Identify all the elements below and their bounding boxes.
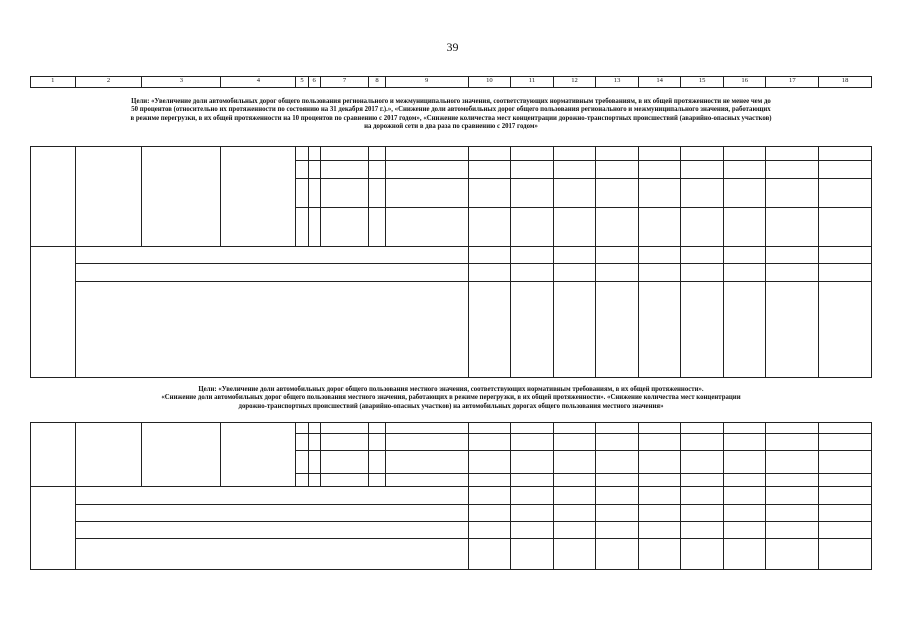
funding-value [681, 147, 724, 161]
funding-value [681, 179, 724, 208]
header-col-number: 8 [369, 77, 385, 88]
goal-line: в режиме перегрузки, в их общей протяженности на 10 процентов по сравнению с 2017 годом», «Снижение количества мест концентрации дорожно-транспортных происшествий (аварийно-опасных участков) [130, 114, 772, 122]
funding-value [468, 474, 511, 487]
goal-1-text [30, 98, 872, 132]
funding-value [819, 179, 872, 208]
funding-value [596, 434, 639, 451]
indicator-value [511, 247, 554, 264]
header-row [31, 77, 872, 88]
header-col-number: 4 [221, 77, 296, 88]
header-col-number: 1 [31, 77, 76, 88]
code-vr [369, 161, 385, 179]
indicator-value [723, 487, 766, 505]
code-vr [369, 451, 385, 474]
indicator-value [766, 282, 819, 378]
funding-source [385, 147, 468, 161]
indicator-value [553, 487, 596, 505]
funding-value [723, 147, 766, 161]
funding-source [385, 161, 468, 179]
code-grbs [296, 423, 308, 434]
funding-value [553, 208, 596, 247]
header-col-number: 16 [723, 77, 766, 88]
code-grbs [296, 434, 308, 451]
measure-description [75, 423, 142, 487]
goal-line: 50 процентов (относительно их протяженности по состоянию на 31 декабря 2017 г.).», «Снижение доли автомобильных дорог общего пользования регионального и межмуниципального значения, работающих [131, 106, 771, 114]
header-col-number: 7 [320, 77, 369, 88]
indicator-value [819, 264, 872, 282]
indicator-value [681, 505, 724, 522]
code-vr [369, 179, 385, 208]
header-col-number: 17 [766, 77, 819, 88]
indicator-value [766, 539, 819, 570]
indicator-value [638, 487, 681, 505]
funding-value [511, 474, 554, 487]
indicator-value [766, 264, 819, 282]
indicator-value [511, 522, 554, 539]
funding-value [596, 161, 639, 179]
code-grbs [296, 451, 308, 474]
funding-source [385, 434, 468, 451]
goal-line: на дорожной сети в два раза по сравнению с 2017 годом» [364, 123, 538, 131]
indicator-text [75, 487, 468, 505]
indicator-value [596, 282, 639, 378]
funding-value [468, 161, 511, 179]
indicator-value [553, 264, 596, 282]
indicator-value [468, 247, 511, 264]
code-target [320, 161, 369, 179]
code-vr [369, 423, 385, 434]
indicator-row [31, 487, 872, 505]
indicator-value [681, 282, 724, 378]
code-target [320, 179, 369, 208]
funding-value [511, 161, 554, 179]
funding-value [723, 179, 766, 208]
indicator-row [31, 539, 872, 570]
indicator-value [468, 505, 511, 522]
funding-value [553, 161, 596, 179]
responsible-executor [221, 423, 296, 487]
goal-line: Цели: «Увеличение доли автомобильных дорог общего пользования местного значения, соответствующих нормативным требованиям, в их общей протяженности». [198, 386, 704, 393]
funding-value [596, 208, 639, 247]
measure-name [31, 147, 76, 247]
indicator-text [75, 264, 468, 282]
measure-task [142, 423, 221, 487]
funding-value [681, 474, 724, 487]
code-grbs [296, 474, 308, 487]
indicator-value [819, 487, 872, 505]
indicator-value [638, 247, 681, 264]
header-col-number: 6 [308, 77, 320, 88]
code-target [320, 474, 369, 487]
indicator-value [596, 505, 639, 522]
indicator-value [819, 505, 872, 522]
code-section [308, 451, 320, 474]
funding-value [766, 451, 819, 474]
indicator-value [468, 522, 511, 539]
funding-value [819, 434, 872, 451]
funding-value [723, 451, 766, 474]
indicator-row [31, 247, 872, 264]
indicator-value [681, 247, 724, 264]
indicator-row [31, 264, 872, 282]
indicator-value [553, 539, 596, 570]
funding-value [723, 434, 766, 451]
funding-source [385, 474, 468, 487]
funding-value [819, 423, 872, 434]
funding-value [638, 147, 681, 161]
funding-value [511, 434, 554, 451]
code-vr [369, 434, 385, 451]
code-section [308, 208, 320, 247]
funding-value [553, 423, 596, 434]
indicator-value [681, 487, 724, 505]
code-target [320, 434, 369, 451]
indicator-value [511, 487, 554, 505]
indicators-label [31, 487, 76, 570]
header-col-number: 11 [511, 77, 554, 88]
funding-value [553, 474, 596, 487]
funding-value [596, 147, 639, 161]
header-col-number: 9 [385, 77, 468, 88]
funding-source [385, 423, 468, 434]
funding-value [819, 474, 872, 487]
funding-value [681, 451, 724, 474]
indicator-value [819, 282, 872, 378]
funding-value [638, 161, 681, 179]
responsible-executor [221, 147, 296, 247]
measure-4-table [30, 146, 872, 378]
indicator-value [596, 247, 639, 264]
funding-value [596, 451, 639, 474]
page-number: 39 [446, 40, 459, 54]
code-vr [369, 474, 385, 487]
indicator-row [31, 505, 872, 522]
indicator-value [723, 282, 766, 378]
funding-value [468, 423, 511, 434]
header-col-number: 14 [638, 77, 681, 88]
indicator-value [468, 487, 511, 505]
indicator-value [638, 282, 681, 378]
code-section [308, 434, 320, 451]
indicator-value [553, 247, 596, 264]
funding-value [638, 451, 681, 474]
header-col-number: 18 [819, 77, 872, 88]
funding-value [723, 474, 766, 487]
indicator-value [596, 522, 639, 539]
funding-value [511, 147, 554, 161]
measure-description [75, 147, 142, 247]
indicator-text [75, 505, 468, 522]
funding-value [681, 161, 724, 179]
funding-value [819, 451, 872, 474]
funding-source [385, 179, 468, 208]
goal-line: «Снижение доли автомобильных дорог общего пользования местного значения, работающих в режиме перегрузки, в их общей протяженности». «Снижение количества мест концентрации [161, 394, 741, 402]
indicator-value [596, 487, 639, 505]
indicator-row [31, 282, 872, 378]
indicator-value [511, 264, 554, 282]
indicator-value [511, 539, 554, 570]
code-section [308, 474, 320, 487]
code-grbs [296, 179, 308, 208]
indicator-text [75, 247, 468, 264]
indicator-text [75, 522, 468, 539]
header-col-number: 15 [681, 77, 724, 88]
funding-value [723, 423, 766, 434]
funding-value [596, 423, 639, 434]
funding-value [819, 208, 872, 247]
code-grbs [296, 161, 308, 179]
code-grbs [296, 208, 308, 247]
funding-value [819, 161, 872, 179]
indicator-value [723, 264, 766, 282]
header-col-number: 12 [553, 77, 596, 88]
indicator-row [31, 522, 872, 539]
code-section [308, 423, 320, 434]
indicator-text [75, 539, 468, 570]
indicator-value [819, 539, 872, 570]
code-target [320, 208, 369, 247]
goal-2-text [30, 386, 872, 411]
indicator-value [723, 505, 766, 522]
funding-value [638, 179, 681, 208]
header-col-number: 5 [296, 77, 308, 88]
code-target [320, 451, 369, 474]
funding-value [766, 474, 819, 487]
code-grbs [296, 147, 308, 161]
funding-value [468, 179, 511, 208]
header-col-number: 2 [75, 77, 142, 88]
funding-value [468, 451, 511, 474]
code-target [320, 147, 369, 161]
funding-value [723, 208, 766, 247]
indicator-value [766, 247, 819, 264]
indicator-value [681, 539, 724, 570]
funding-value [681, 208, 724, 247]
indicator-value [766, 505, 819, 522]
code-section [308, 179, 320, 208]
funding-value [638, 434, 681, 451]
funding-source [385, 451, 468, 474]
funding-source [385, 208, 468, 247]
measure-task [142, 147, 221, 247]
funding-value [553, 179, 596, 208]
measure-5-table [30, 422, 872, 570]
funding-value [511, 179, 554, 208]
header-row-table [30, 76, 872, 88]
funding-value [511, 208, 554, 247]
code-target [320, 423, 369, 434]
indicator-value [638, 264, 681, 282]
funding-value [766, 434, 819, 451]
indicator-value [819, 522, 872, 539]
funding-value [638, 208, 681, 247]
code-section [308, 161, 320, 179]
indicator-value [723, 522, 766, 539]
indicator-value [766, 522, 819, 539]
indicator-value [681, 522, 724, 539]
measure-name [31, 423, 76, 487]
header-col-number: 13 [596, 77, 639, 88]
indicator-value [468, 264, 511, 282]
funding-value [596, 179, 639, 208]
header-col-number: 3 [142, 77, 221, 88]
indicator-value [553, 282, 596, 378]
funding-value [766, 423, 819, 434]
funding-value [468, 434, 511, 451]
funding-value [468, 147, 511, 161]
indicator-value [638, 505, 681, 522]
funding-value [553, 147, 596, 161]
funding-value [511, 451, 554, 474]
indicator-text [75, 282, 468, 378]
funding-value [766, 179, 819, 208]
indicator-value [766, 487, 819, 505]
funding-value [638, 423, 681, 434]
indicator-value [638, 522, 681, 539]
funding-value [766, 147, 819, 161]
code-section [308, 147, 320, 161]
funding-value [723, 161, 766, 179]
indicator-value [596, 264, 639, 282]
funding-value [553, 451, 596, 474]
indicator-value [511, 282, 554, 378]
funding-value [681, 434, 724, 451]
funding-row [31, 423, 872, 434]
funding-value [596, 474, 639, 487]
indicator-value [468, 282, 511, 378]
funding-value [681, 423, 724, 434]
indicators-label [31, 247, 76, 378]
funding-value [766, 161, 819, 179]
indicator-value [681, 264, 724, 282]
header-col-number: 10 [468, 77, 511, 88]
funding-row [31, 147, 872, 161]
funding-value [511, 423, 554, 434]
goal-line: Цели: «Увеличение доли автомобильных дорог общего пользования регионального и межмуниципального значения, соответствующих нормативным требованиям, в их общей протяженности не менее чем до [131, 98, 771, 105]
indicator-value [596, 539, 639, 570]
indicator-value [638, 539, 681, 570]
indicator-value [723, 539, 766, 570]
funding-value [819, 147, 872, 161]
goal-line: дорожно-транспортных происшествий (аварийно-опасных участков) на автомобильных дорогах общего пользования местного значения» [238, 402, 664, 410]
funding-value [468, 208, 511, 247]
indicator-value [511, 505, 554, 522]
indicator-value [553, 505, 596, 522]
indicator-value [819, 247, 872, 264]
indicator-value [723, 247, 766, 264]
indicator-value [553, 522, 596, 539]
indicator-value [468, 539, 511, 570]
code-vr [369, 208, 385, 247]
code-vr [369, 147, 385, 161]
funding-value [553, 434, 596, 451]
funding-value [766, 208, 819, 247]
funding-value [638, 474, 681, 487]
